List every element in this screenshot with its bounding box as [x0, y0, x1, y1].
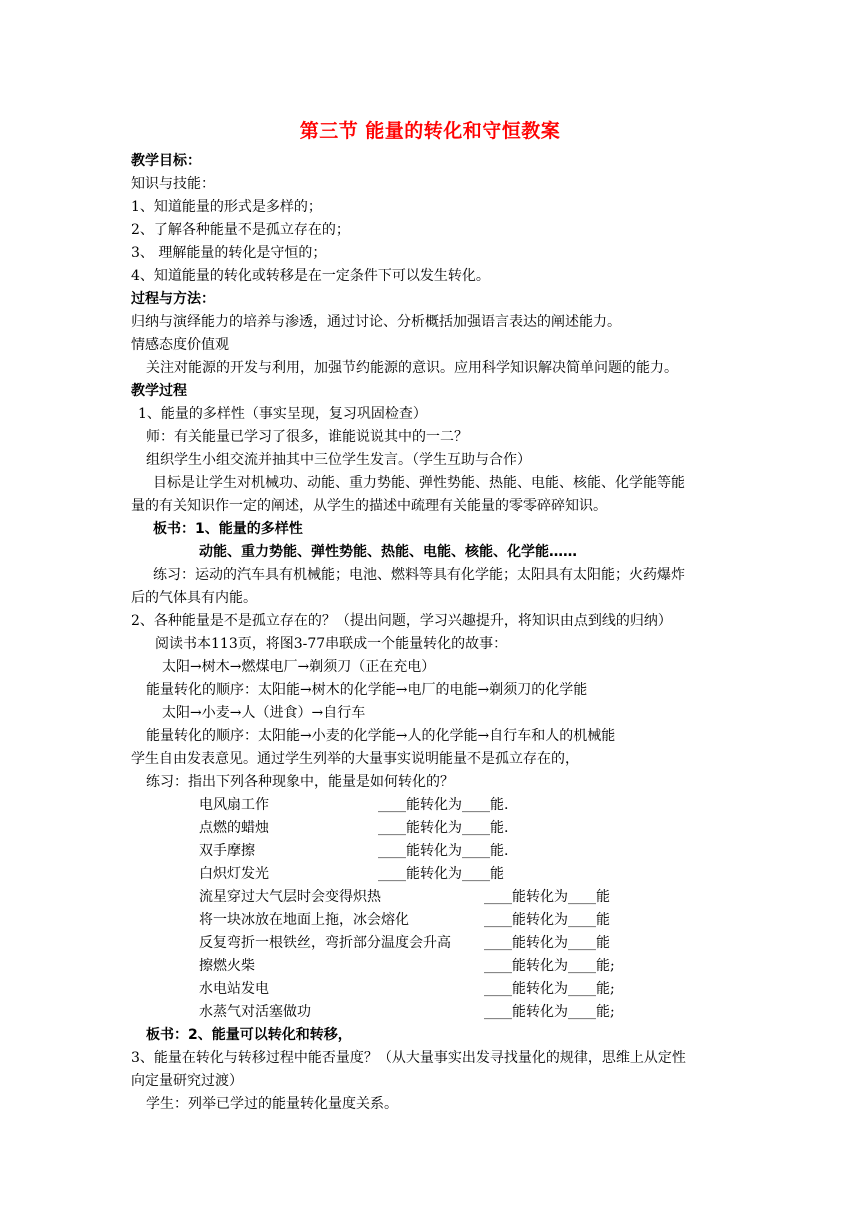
exercise-label: 擦燃火柴 [199, 958, 255, 974]
exercise-blank: ____能转化为____能 [484, 889, 610, 905]
exercise-label: 点燃的蜡烛 [199, 820, 269, 836]
exercise-blank: ____能转化为____能 [378, 866, 504, 882]
heading-teaching-process: 教学过程 [131, 383, 187, 399]
page-title: 第三节 能量的转化和守恒教案 [299, 120, 561, 142]
board-note: 板书：2、能量可以转化和转移， [146, 1027, 352, 1043]
exercise-label: 反复弯折一根铁丝，弯折部分温度会升高 [199, 935, 451, 951]
exercise-blank: ____能转化为____能; [484, 981, 615, 997]
exercise-blank: ____能转化为____能. [378, 820, 509, 836]
exercise-label: 水电站发电 [199, 981, 269, 997]
paragraph: 归纳与演绎能力的培养与渗透，通过讨论、分析概括加强语言表达的阐述能力。 [131, 314, 621, 330]
subheading-emotion-attitude: 情感态度价值观 [131, 337, 229, 353]
paragraph: 练习：运动的汽车具有机械能；电池、燃料等具有化学能；太阳具有太阳能；火药爆炸 [153, 567, 685, 583]
board-note-detail: 动能、重力势能、弹性势能、热能、电能、核能、化学能…… [199, 544, 577, 560]
paragraph: 阅读书本113页，将图3-77串联成一个能量转化的故事： [155, 636, 508, 652]
paragraph: 能量转化的顺序：太阳能→小麦的化学能→人的化学能→自行车和人的机械能 [146, 728, 616, 744]
paragraph: 目标是让学生对机械功、动能、重力势能、弹性势能、热能、电能、核能、化学能等能 [153, 475, 685, 491]
exercise-blank: ____能转化为____能; [484, 1004, 615, 1020]
exercise-blank: ____能转化为____能. [378, 797, 509, 813]
exercise-blank: ____能转化为____能 [484, 912, 610, 928]
exercise-blank: ____能转化为____能; [484, 958, 615, 974]
section-heading: 3、能量在转化与转移过程中能否量度？（从大量事实出发寻找量化的规律，思维上从定性 [131, 1050, 686, 1066]
paragraph: 学生自由发表意见。通过学生列举的大量事实说明能量不是孤立存在的， [131, 751, 579, 767]
paragraph: 学生：列举已学过的能量转化量度关系。 [146, 1096, 398, 1112]
goal-item: 3、 理解能量的转化是守恒的； [131, 245, 327, 261]
goal-item: 4、知道能量的转化或转移是在一定条件下可以发生转化。 [131, 268, 490, 284]
subheading-knowledge-skills: 知识与技能： [131, 176, 215, 192]
exercise-label: 白炽灯发光 [199, 866, 269, 882]
exercise-label: 将一块冰放在地面上拖，冰会熔化 [199, 912, 409, 928]
exercise-label: 流星穿过大气层时会变得炽热 [199, 889, 381, 905]
paragraph: 向定量研究过渡） [131, 1073, 243, 1089]
paragraph: 组织学生小组交流并抽其中三位学生发言。（学生互助与合作） [146, 452, 531, 468]
goal-item: 1、知道能量的形式是多样的； [131, 199, 322, 215]
exercise-blank: ____能转化为____能. [378, 843, 509, 859]
heading-teaching-goals: 教学目标： [131, 153, 201, 169]
paragraph: 后的气体具有内能。 [131, 590, 257, 606]
paragraph: 师：有关能量已学习了很多，谁能说说其中的一二？ [146, 429, 468, 445]
exercise-label: 双手摩擦 [199, 843, 255, 859]
section-heading: 1、能量的多样性（事实呈现，复习巩固检查） [138, 406, 427, 422]
paragraph: 太阳→小麦→人（进食）→自行车 [162, 705, 366, 721]
paragraph: 练习：指出下列各种现象中，能量是如何转化的？ [146, 774, 454, 790]
subheading-process-method: 过程与方法： [131, 291, 215, 307]
goal-item: 2、了解各种能量不是孤立存在的； [131, 222, 350, 238]
section-heading: 2、各种能量是不是孤立存在的？（提出问题，学习兴趣提升，将知识由点到线的归纳） [131, 613, 672, 629]
paragraph: 关注对能源的开发与利用，加强节约能源的意识。应用科学知识解决简单问题的能力。 [146, 360, 678, 376]
paragraph: 量的有关知识作一定的阐述，从学生的描述中疏理有关能量的零零碎碎知识。 [131, 498, 607, 514]
exercise-label: 电风扇工作 [199, 797, 269, 813]
paragraph: 太阳→树木→燃煤电厂→剃须刀（正在充电） [162, 659, 436, 675]
exercise-label: 水蒸气对活塞做功 [199, 1004, 311, 1020]
paragraph: 能量转化的顺序：太阳能→树木的化学能→电厂的电能→剃须刀的化学能 [146, 682, 588, 698]
board-note: 板书：1、能量的多样性 [153, 521, 303, 537]
exercise-blank: ____能转化为____能 [484, 935, 610, 951]
